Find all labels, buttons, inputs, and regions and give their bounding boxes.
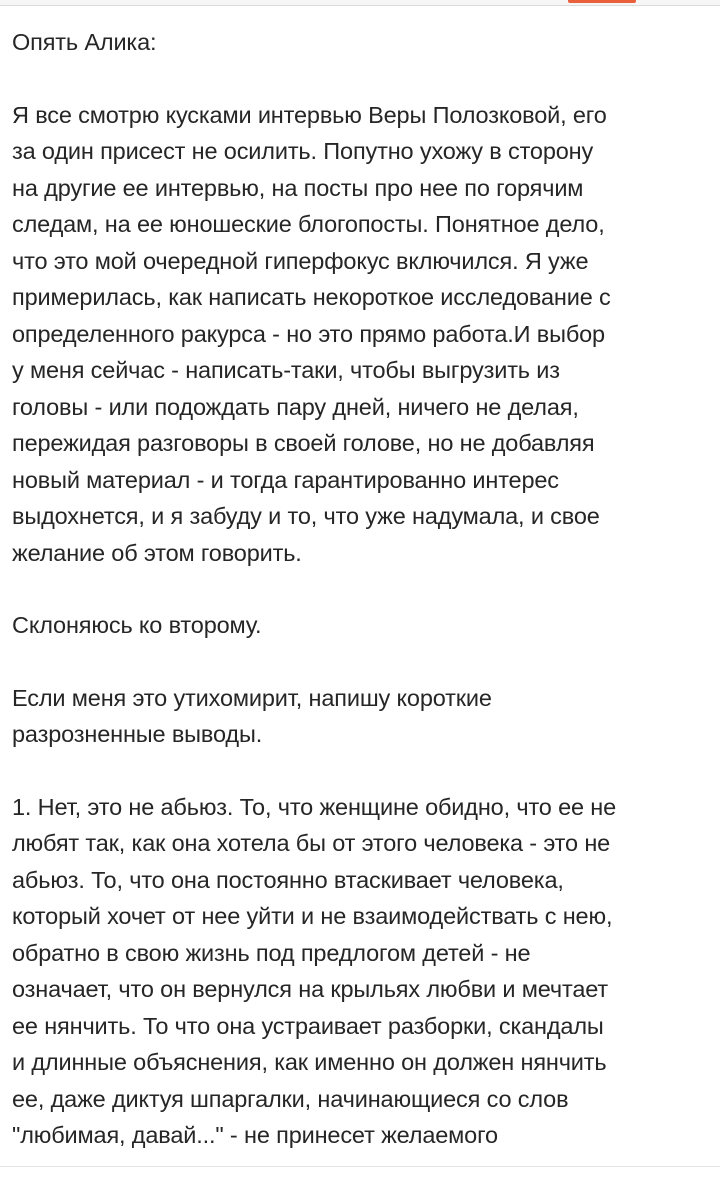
top-action-button-edge[interactable] [568,0,636,3]
post-paragraph-interview: Я все смотрю кусками интервью Веры Полозковой, его за один присест не осилить. Попутно ухожу в сторону на другие ее интервью, на посты про нее по горячим следам, на ее юношеские блогопосты. Понятное дело, что это мой очередной гиперфокус включился. Я уже примерилась, как написать некороткое исследование с определенного ракурса - но это прямо работа.И выбор у меня сейчас - написать-таки, чтобы выгрузить из головы - или подождать пару дней, ничего не делая, пережидая разговоры в своей голове, но не добавляя новый материал - и тогда гарантированно интерес выдохнется, и я забуду и то, что уже надумала, и свое желание об этом говорить. [12,101,611,566]
post-paragraph-point-1: 1. Нет, это не абьюз. То, что женщине обидно, что ее не любят так, как она хотела бы от этого человека - это не абьюз. То, что она постоянно втаскивает человека, который хочет от нее уйти и не взаимодействать с нею, обратно в свою жизнь под предлогом детей - не означает, что он вернулся на крыльях любви и мечтает ее нянчить. То что она устраивает разборки, скандалы и длинные объяснения, как именно он должен нянчить ее, даже диктуя шпаргалки, начинающиеся со слов "любимая, давай..." - не принесет желаемого [12,793,617,1148]
post-body [12,24,712,1190]
post-paragraph-conclusions-intro: Если меня это утихомирит, напишу короткие разрозненные выводы. [12,684,492,747]
post-paragraph-intro: Опять Алика: [12,29,157,55]
post-paragraph-decision: Склоняюсь ко второму. [12,612,262,638]
bottom-edge-divider [0,1166,720,1185]
